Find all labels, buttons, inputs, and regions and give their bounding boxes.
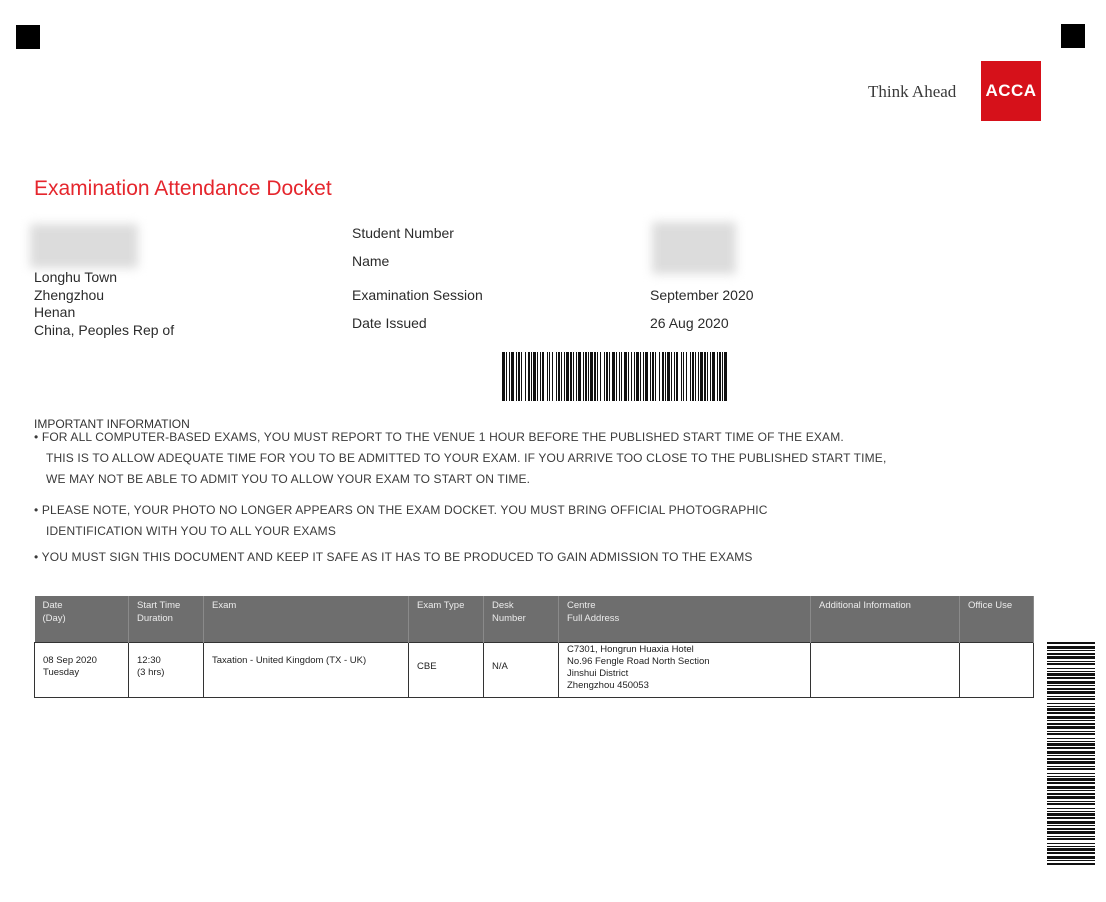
info-line: THIS IS TO ALLOW ADEQUATE TIME FOR YOU TO BE ADMITTED TO YOUR EXAM. IF YOU ARRIVE TOO CLOSE TO THE PUBLISHED START TIME, bbox=[46, 451, 887, 465]
student-number-label: Student Number bbox=[352, 225, 454, 241]
info-line: WE MAY NOT BE ABLE TO ADMIT YOU TO ALLOW YOUR EXAM TO START ON TIME. bbox=[46, 472, 531, 486]
registration-mark-right bbox=[1061, 24, 1085, 48]
header-exam-type: Exam Type bbox=[409, 596, 484, 643]
cell-date: 08 Sep 2020 Tuesday bbox=[35, 643, 129, 698]
info-line: • FOR ALL COMPUTER-BASED EXAMS, YOU MUST REPORT TO THE VENUE 1 HOUR BEFORE THE PUBLISHED START TIME OF THE EXAM. bbox=[34, 430, 844, 444]
header-start-time: Start Time Duration bbox=[129, 596, 204, 643]
table-row bbox=[35, 643, 1034, 698]
barcode bbox=[502, 352, 730, 401]
brand-tagline: Think Ahead bbox=[868, 82, 957, 101]
name-label: Name bbox=[352, 253, 390, 269]
header-office-use: Office Use bbox=[960, 596, 1034, 643]
redacted-student-details bbox=[652, 222, 736, 274]
info-line: • PLEASE NOTE, YOUR PHOTO NO LONGER APPEARS ON THE EXAM DOCKET. YOU MUST BRING OFFICIAL PHOTOGRAPHIC bbox=[34, 503, 768, 517]
address-line: Henan bbox=[34, 304, 76, 320]
exam-schedule-table bbox=[34, 596, 1034, 698]
cell-centre: C7301, Hongrun Huaxia Hotel No.96 Fengle Road North Section Jinshui District Zhengzhou 450053 bbox=[559, 643, 811, 698]
acca-logo: ACCA bbox=[981, 61, 1041, 121]
header-desk-number: Desk Number bbox=[484, 596, 559, 643]
cell-additional-info bbox=[811, 643, 960, 698]
header-exam: Exam bbox=[204, 596, 409, 643]
cell-exam: Taxation - United Kingdom (TX - UK) bbox=[204, 643, 409, 698]
address-block bbox=[34, 269, 174, 339]
session-value: September 2020 bbox=[650, 287, 754, 303]
important-info-item bbox=[34, 500, 768, 542]
address-line: Longhu Town bbox=[34, 269, 118, 285]
important-info-item bbox=[34, 547, 753, 568]
redacted-student-name bbox=[30, 224, 138, 268]
header-additional-info: Additional Information bbox=[811, 596, 960, 643]
registration-mark-left bbox=[16, 25, 40, 49]
table-header-row bbox=[35, 596, 1034, 643]
info-line: IDENTIFICATION WITH YOU TO ALL YOUR EXAMS bbox=[46, 524, 336, 538]
cell-office-use bbox=[960, 643, 1034, 698]
cell-start-time: 12:30 (3 hrs) bbox=[129, 643, 204, 698]
cell-desk-number: N/A bbox=[484, 643, 559, 698]
header-centre: Centre Full Address bbox=[559, 596, 811, 643]
important-info-heading: IMPORTANT INFORMATION bbox=[34, 417, 190, 431]
document-title: Examination Attendance Docket bbox=[34, 177, 332, 200]
vertical-barcode bbox=[1047, 642, 1095, 868]
important-info-item bbox=[34, 427, 886, 490]
address-line: China, Peoples Rep of bbox=[34, 321, 175, 338]
session-label: Examination Session bbox=[352, 287, 483, 303]
date-issued-label: Date Issued bbox=[352, 315, 427, 331]
address-line: Zhengzhou bbox=[34, 286, 105, 303]
date-issued-value: 26 Aug 2020 bbox=[650, 315, 729, 331]
info-line: • YOU MUST SIGN THIS DOCUMENT AND KEEP IT SAFE AS IT HAS TO BE PRODUCED TO GAIN ADMISSION TO THE EXAMS bbox=[34, 550, 753, 564]
header-date: Date (Day) bbox=[35, 596, 129, 643]
cell-exam-type: CBE bbox=[409, 643, 484, 698]
